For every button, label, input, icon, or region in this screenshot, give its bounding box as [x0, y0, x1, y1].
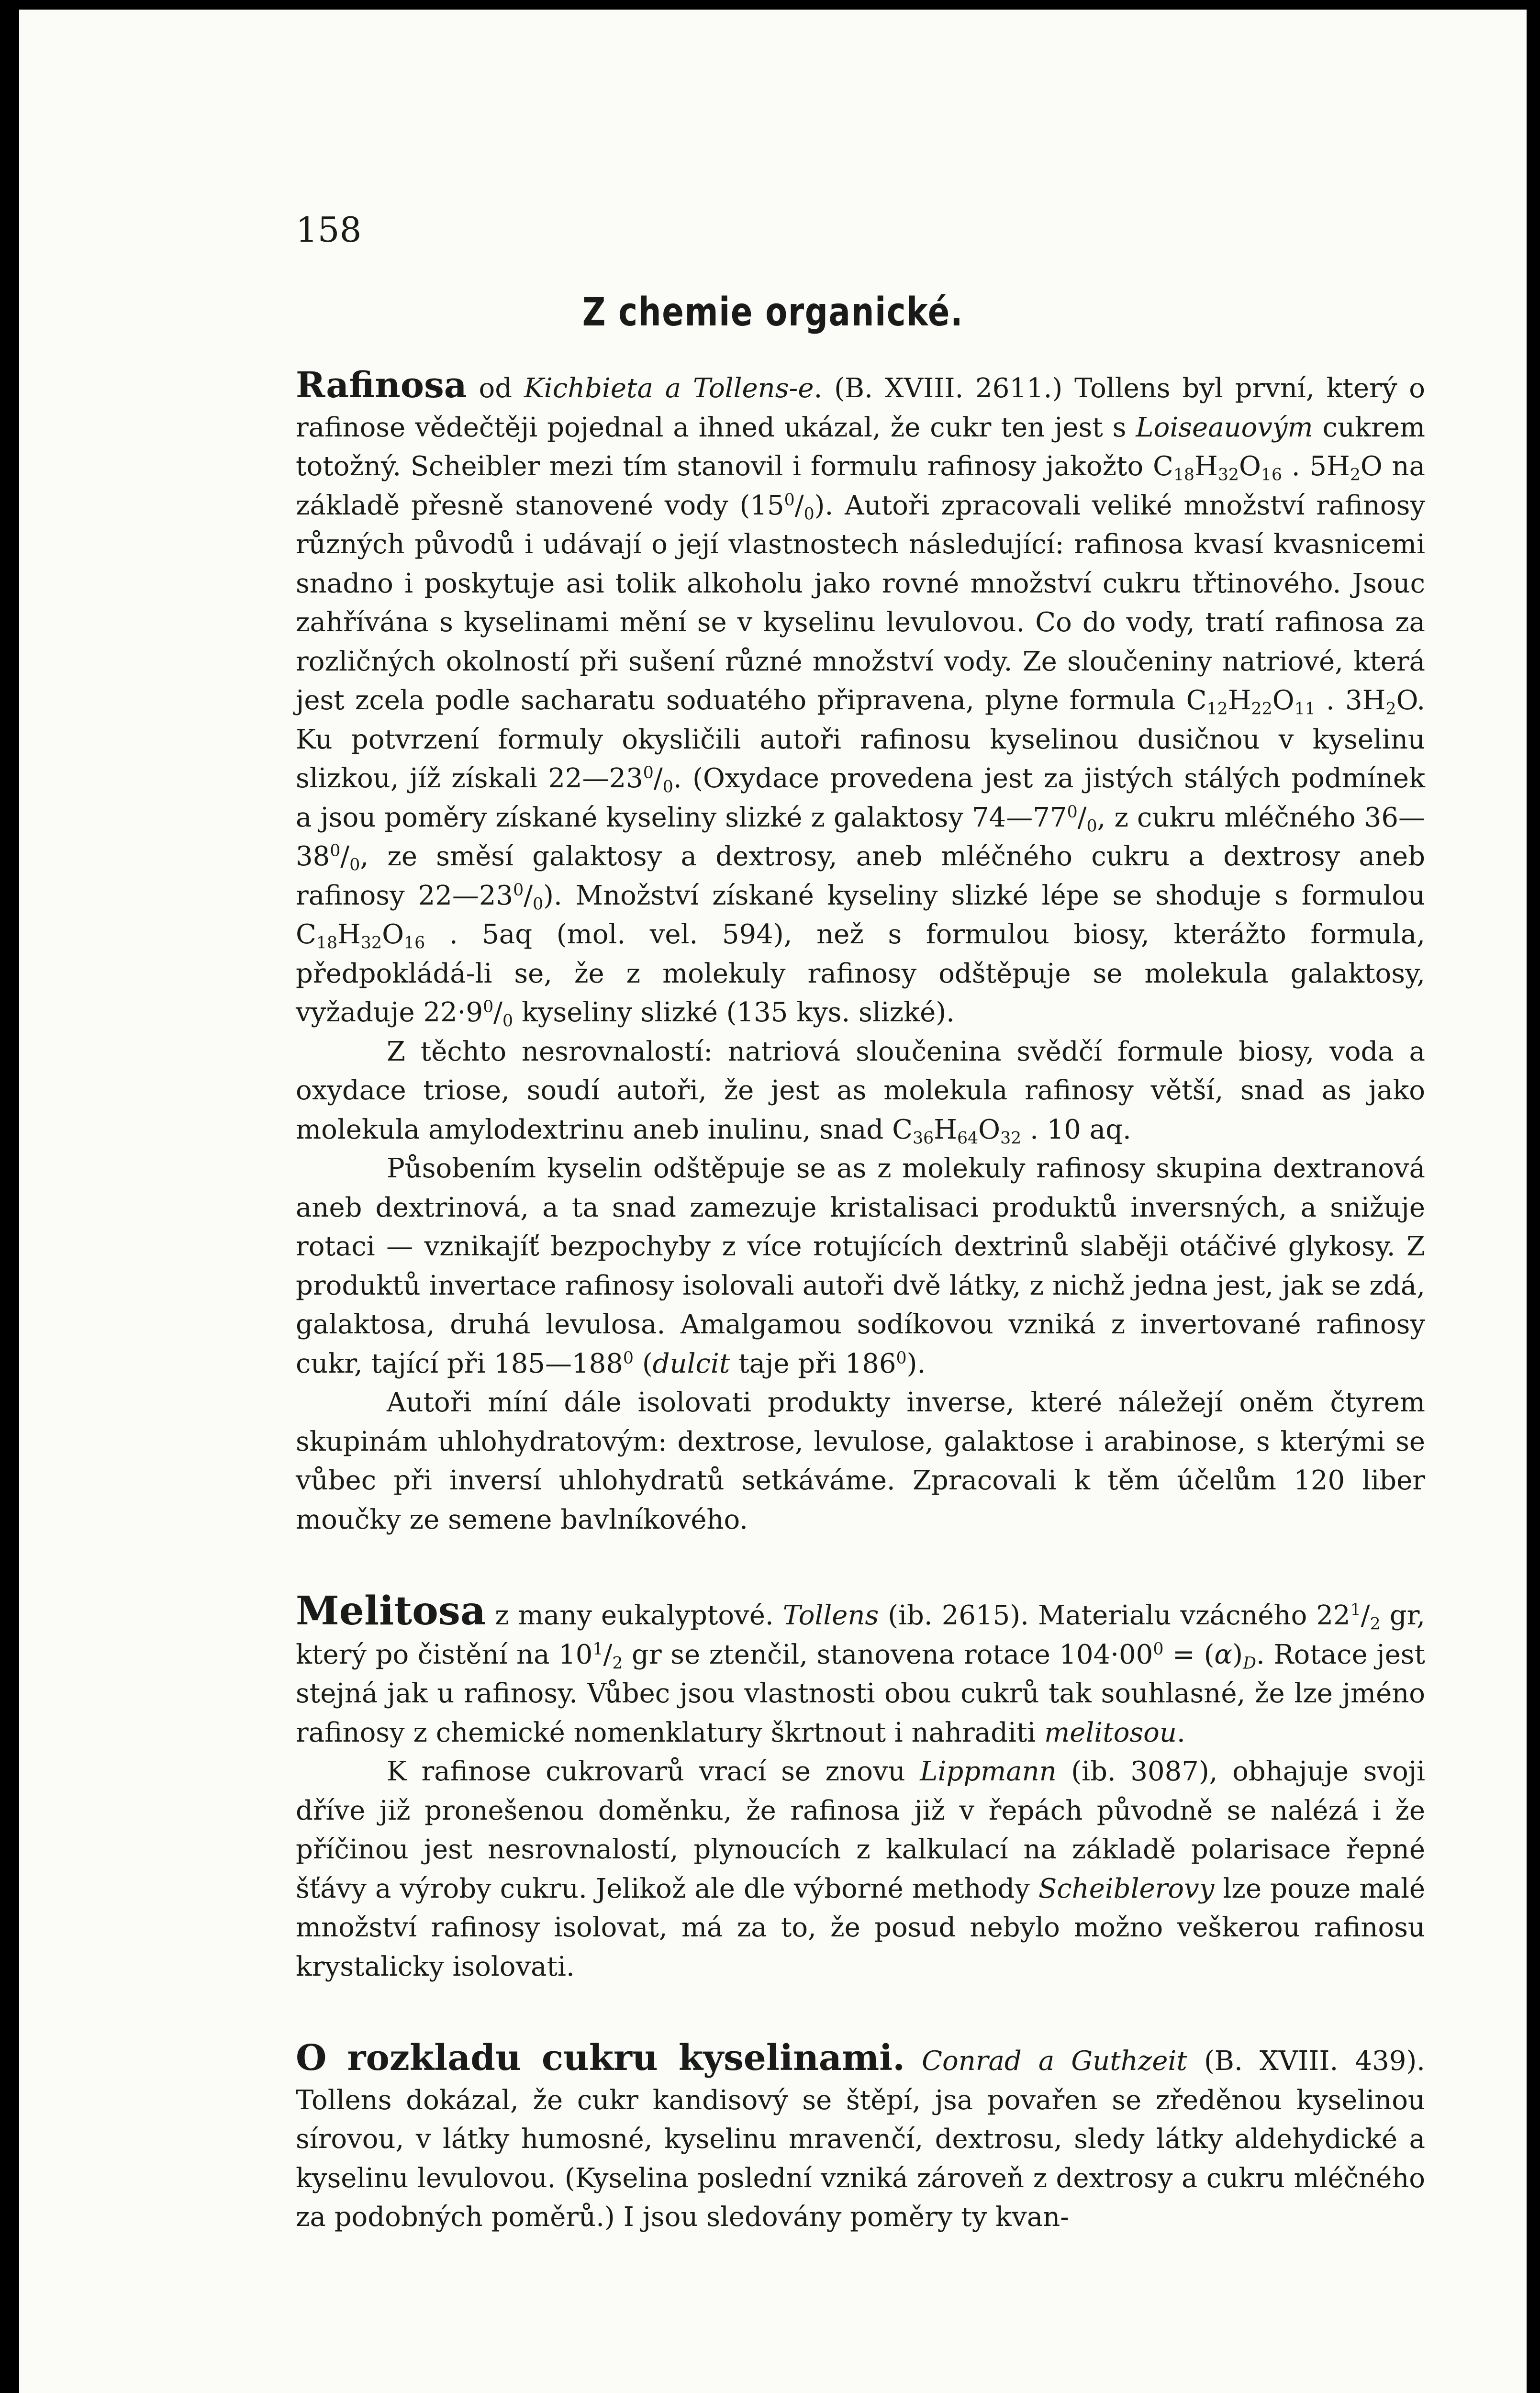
text-run: 0: [1153, 1639, 1164, 1659]
text-run: 32: [1000, 1128, 1022, 1148]
text-run: Z těchto nesrovnalostí: natriová sloučenina svědčí formule biosy, voda a oxydace triose, soudí autoři, že jest as molekula rafinosy větší, snad as jako molekula amylodextrinu aneb inulinu, snad C: [296, 1036, 1425, 1145]
text-run: 22: [1251, 699, 1272, 719]
text-run: 11: [1294, 699, 1316, 719]
text-run: Conrad a Guthzeit: [922, 2046, 1187, 2077]
text-run: O: [978, 1114, 1001, 1145]
text-run: 0: [502, 1011, 513, 1031]
text-run: 1: [592, 1639, 603, 1659]
text-run: 0: [349, 855, 360, 875]
text-run: 0: [483, 997, 494, 1017]
text-run: , ze směsí galaktosy a dextrosy, aneb mléčného cukru a dextrosy aneb rafinosy 22—23: [296, 841, 1425, 911]
paragraph: [296, 1383, 1425, 1539]
text-run: dulcit: [652, 1348, 730, 1379]
text-run: Kichbieta a Tollens-e: [524, 373, 814, 404]
text-run: kyseliny slizké (135 kys. slizké).: [513, 997, 955, 1028]
text-run: ): [1232, 1639, 1243, 1670]
text-run: gr, který po čistění na 10: [296, 1600, 1425, 1670]
text-run: 64: [957, 1128, 979, 1148]
text-run: cukrem totožný. Scheibler mezi tím stanovil i formulu rafinosy jakožto C: [296, 412, 1425, 482]
text-run: /: [340, 841, 350, 872]
text-run: /: [1077, 802, 1087, 833]
text-run: . (B. XVIII. 2611.) Tollens byl první, který o rafinose vědečtěji pojednal a ihned ukázal, že cukr ten jest s: [296, 373, 1425, 443]
text-run: H: [337, 919, 361, 950]
text-run: 16: [1261, 465, 1283, 485]
text-run: (B. XVIII. 439). Tollens dokázal, že cukr kandisový se štěpí, jsa povařen se zředěnou kyselinou sírovou, v látky humosné, kyselinu mravenčí, dextrosu, sledy látky aldehydické a kyselinu levulovou. (Kyselina poslední vzniká zároveň z dextrosy a cukru mléčného za podobných poměrů.) I jsou sledovány poměry ty kvan-: [296, 2046, 1425, 2233]
text-run: /: [1361, 1600, 1370, 1631]
paragraph: [296, 1032, 1425, 1150]
paragraph: [296, 2039, 1425, 2237]
text-run: ). Autoři zpracovali veliké množství rafinosy různých původů i udávají o její vlastnostech následující: rafinosa kvasí kvasnicemi snadno i poskytuje asi tolik alkoholu jako rovné množství cukru třtinového. Jsouc zahřívána s kyselinami mění se v kyselinu levulovou. Co do vody, tratí rafinosa za rozličných okolností při sušení různé množství vody. Ze sloučeniny natriové, která jest zcela podle sacharatu soduatého připravena, plyne formula C: [296, 490, 1425, 716]
text-run: Scheiblerovy: [1038, 1873, 1215, 1904]
text-run: = (: [1163, 1639, 1215, 1670]
text-run: Lippmann: [920, 1756, 1057, 1787]
text-run: . 3H: [1315, 685, 1386, 716]
text-run: 2: [1385, 699, 1396, 719]
article-rafinosa: [296, 366, 1425, 1539]
text-run: .: [1176, 1717, 1185, 1748]
paragraph: [296, 1149, 1425, 1383]
text-run: H: [1228, 685, 1251, 716]
text-run: /: [493, 997, 503, 1028]
text-run: ). Množství získané kyseliny slizké lépe se shoduje s formulou C: [296, 880, 1425, 950]
page-number: 158: [296, 210, 362, 250]
text-run: 32: [1217, 465, 1239, 485]
article-melitosa: [296, 1588, 1426, 1986]
text-run: 16: [404, 933, 425, 953]
text-run: 1: [1350, 1600, 1361, 1620]
text-run: /: [603, 1639, 613, 1670]
article-heading: Melitosa: [296, 1588, 486, 1634]
page-body: [296, 366, 1425, 2237]
text-run: od: [467, 373, 524, 404]
paragraph: [296, 1588, 1426, 1752]
text-run: D: [1243, 1653, 1256, 1673]
text-run: 0: [330, 841, 341, 861]
text-run: 12: [1206, 699, 1228, 719]
text-run: . 5aq (mol. vel. 594), než s formulou biosy, kterážto formula, předpokládá-li se, že z molekuly rafinosy odštěpuje se molekula galaktosy, vyžaduje 22·9: [296, 919, 1425, 1028]
text-run: O na základě přesně stanovené vody (15: [296, 451, 1425, 521]
text-run: 0: [784, 490, 795, 510]
text-run: . 10 aq.: [1021, 1114, 1131, 1145]
text-run: 2: [612, 1653, 623, 1673]
text-run: [905, 2046, 922, 2077]
text-run: 2: [1350, 465, 1361, 485]
text-run: 36: [912, 1128, 934, 1148]
text-run: O: [1239, 451, 1261, 482]
section-title: Z chemie organické.: [582, 290, 964, 335]
text-run: 0: [662, 777, 673, 797]
paragraph: [296, 1752, 1425, 1986]
text-run: O. Ku potvrzení formuly okysličili autoři rafinosu kyselinou dusičnou v kyselinu slizkou, jíž získali 22—23: [296, 685, 1426, 794]
text-run: ).: [906, 1348, 926, 1379]
text-run: O: [1272, 685, 1294, 716]
text-run: /: [794, 490, 804, 521]
text-run: , z cukru mléčného 36—38: [296, 802, 1425, 872]
text-run: 0: [803, 504, 815, 524]
text-run: 18: [316, 933, 338, 953]
text-run: 0: [533, 894, 544, 914]
text-run: Tollens: [782, 1600, 879, 1631]
text-run: (ib. 3087), obhajuje svoji dříve již pronešenou doměnku, že rafinosa již v řepách původně se nalézá i že příčinou jest nesrovnalostí, plynoucích z kalkulací na základě polarisace řepné šťávy a výroby cukru. Jelikož ale dle výborné methody: [296, 1756, 1426, 1904]
text-run: . Rotace jest stejná jak u rafinosy. Vůbec jsou vlastnosti obou cukrů tak souhlasné, že lze jméno rafinosy z chemické nomenklatury škrtnout i nahraditi: [296, 1639, 1426, 1748]
text-run: /: [524, 880, 533, 911]
text-run: 0: [1086, 816, 1097, 836]
text-run: 18: [1173, 465, 1194, 485]
article-rozklad-cukru: [296, 2039, 1425, 2237]
text-run: lze pouze malé množství rafinosy isolovat, má za to, že posud nebylo možno veškerou rafinosu krystalicky isolovati.: [296, 1873, 1425, 1982]
text-run: taje při 186: [730, 1348, 896, 1379]
text-run: . (Oxydace provedena jest za jistých stálých podmínek a jsou poměry získané kyseliny slizké z galaktosy 74—77: [296, 763, 1425, 833]
text-run: z many eukalyptové.: [486, 1600, 783, 1631]
text-run: 0: [1067, 802, 1078, 822]
article-heading: O rozkladu cukru kyselinami.: [296, 2037, 905, 2079]
text-run: . 5H: [1282, 451, 1350, 482]
article-heading: Rafinosa: [296, 365, 467, 406]
page: [19, 10, 1527, 2393]
paragraph: [296, 366, 1425, 1032]
text-run: (ib. 2615). Materialu vzácného 22: [879, 1600, 1350, 1631]
text-run: /: [653, 763, 663, 794]
text-run: 2: [1370, 1614, 1381, 1634]
text-run: Působením kyselin odštěpuje se as z molekuly rafinosy skupina dextranová aneb dextrinová, a ta snad zamezuje kristalisaci produktů inversných, a snižuje rotaci — vznikajíť bezpochyby z více rotujících dextrinů slaběji otáčivé glykosy. Z produktů invertace rafinosy isolovali autoři dvě látky, z nichž jedna jest, jak se zdá, galaktosa, druhá levulosa. Amalgamou sodíkovou vzniká z invertované rafinosy cukr, tající při 185—188: [296, 1153, 1425, 1379]
text-run: 0: [623, 1348, 634, 1368]
text-run: melitosou: [1044, 1717, 1177, 1748]
text-run: K rafinose cukrovarů vrací se znovu: [387, 1756, 920, 1787]
text-run: 0: [896, 1348, 907, 1368]
text-run: α: [1214, 1639, 1233, 1670]
text-run: 0: [513, 880, 524, 900]
text-run: O: [382, 919, 404, 950]
text-run: 32: [360, 933, 382, 953]
text-run: 0: [643, 763, 654, 783]
text-run: (: [634, 1348, 653, 1379]
text-run: gr se ztenčil, stanovena rotace 104·00: [623, 1639, 1153, 1670]
text-run: H: [1194, 451, 1218, 482]
text-run: H: [934, 1114, 957, 1145]
text-run: Loiseauovým: [1136, 412, 1313, 443]
text-run: Autoři míní dále isolovati produkty inverse, které náležejí oněm čtyrem skupinám uhlohydratovým: dextrose, levulose, galaktose i arabinose, s kterými se vůbec při inversí uhlohydratů setkáváme. Zpracovali k těm účelům 120 liber moučky ze semene bavlníkového.: [296, 1387, 1425, 1535]
